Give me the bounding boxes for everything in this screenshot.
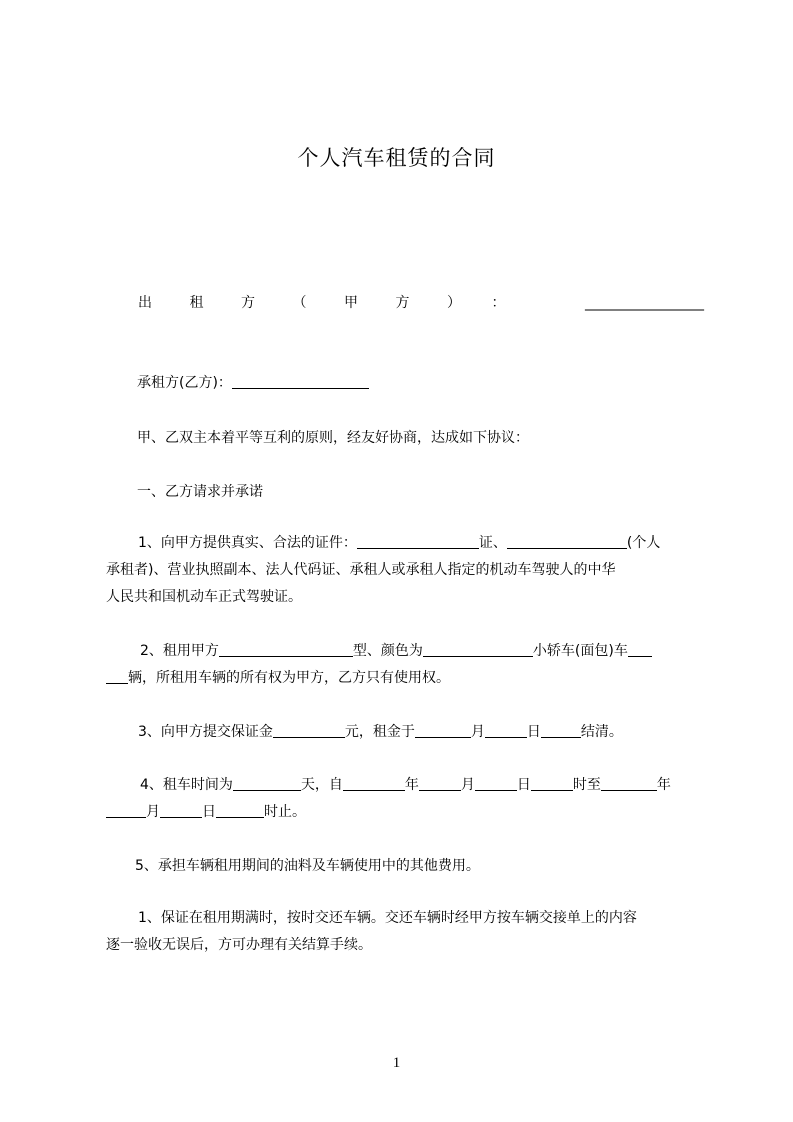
clause-2-line-2 (106, 667, 450, 687)
days-blank (233, 776, 301, 791)
start-year-blank (343, 776, 405, 791)
end-year-blank (601, 776, 657, 791)
clause-2-text-c: 小轿车(面包)车 (532, 643, 628, 659)
certificate-blank-2 (507, 534, 627, 549)
clause-3-line (138, 721, 623, 741)
clause-3-text-d: 日 (526, 724, 541, 740)
certificate-blank-1 (357, 534, 479, 549)
clause-3-text-c: 月 (470, 724, 485, 740)
party-a-blank: _________________ (585, 295, 705, 311)
clause-4-text-g: 年 (656, 777, 671, 793)
clause-4-line-1 (140, 774, 671, 794)
rent-extra-blank (541, 723, 581, 738)
clause-3-text-e: 结清。 (580, 724, 623, 740)
start-month-blank (419, 776, 461, 791)
clause-4-text-j: 时止。 (264, 804, 306, 820)
party-a-line (138, 292, 704, 312)
end-day-blank (160, 803, 202, 818)
quantity-blank-2 (106, 669, 128, 684)
clause-4-text-c: 年 (404, 777, 419, 793)
clause-2-text-line-2: 辆，所租用车辆的所有权为甲方，乙方只有使用权。 (128, 670, 450, 686)
clause-4-text-e: 日 (516, 777, 531, 793)
model-blank (219, 642, 353, 657)
clause-4-text-d: 月 (460, 777, 475, 793)
start-day-blank (475, 776, 517, 791)
page-number: 1 (392, 1055, 401, 1071)
rent-month-blank (415, 723, 471, 738)
rent-day-blank (485, 723, 527, 738)
clause-1-text-a: 1、向甲方提供真实、合法的证件： (138, 535, 357, 551)
clause-6-line-2: 逐一验收无误后，方可办理有关结算手续。 (106, 937, 372, 953)
quantity-blank-1 (628, 642, 652, 657)
start-hour-blank (531, 776, 573, 791)
clause-2-text-b: 型、颜色为 (352, 643, 423, 659)
party-b-line (137, 372, 369, 392)
party-a-label: 出租方（甲方）： (138, 295, 544, 311)
clause-5-line: 5、承担车辆租用期间的油料及车辆使用中的其他费用。 (135, 858, 480, 874)
clause-4-text-a: 4、租车时间为 (140, 777, 233, 793)
color-blank (423, 642, 533, 657)
clause-2-line-1 (140, 640, 652, 660)
clause-4-text-b: 天，自 (300, 777, 343, 793)
section-heading: 一、乙方请求并承诺 (137, 484, 263, 500)
clause-2-text-a: 2、租用甲方 (140, 643, 219, 659)
clause-1-line-2: 承租者)、营业执照副本、法人代码证、承租人或承租人指定的机动车驾驶人的中华 (106, 562, 616, 578)
end-month-blank (106, 803, 146, 818)
clause-3-text-b: 元，租金于 (344, 724, 415, 740)
clause-1-line-1 (138, 532, 660, 552)
party-b-label: 承租方(乙方)： (137, 375, 232, 391)
clause-1-text-b: 证、 (478, 535, 507, 551)
clause-4-text-i: 日 (202, 804, 216, 820)
document-title: 个人汽车租赁的合同 (297, 146, 496, 170)
clause-4-text-h: 月 (146, 804, 160, 820)
clause-1-line-3: 人民共和国机动车正式驾驶证。 (106, 589, 302, 605)
end-hour-blank (216, 803, 264, 818)
clause-4-text-f: 时至 (572, 777, 601, 793)
intro-paragraph: 甲、乙双主本着平等互利的原则，经友好协商，达成如下协议： (137, 430, 529, 446)
clause-3-text-a: 3、向甲方提交保证金 (138, 724, 273, 740)
clause-6-line-1: 1、保证在租用期满时，按时交还车辆。交还车辆时经甲方按车辆交接单上的内容 (138, 910, 637, 926)
party-b-blank (232, 374, 369, 389)
clause-1-text-c: (个人 (626, 535, 661, 551)
deposit-blank (273, 723, 345, 738)
clause-4-line-2 (106, 801, 306, 821)
